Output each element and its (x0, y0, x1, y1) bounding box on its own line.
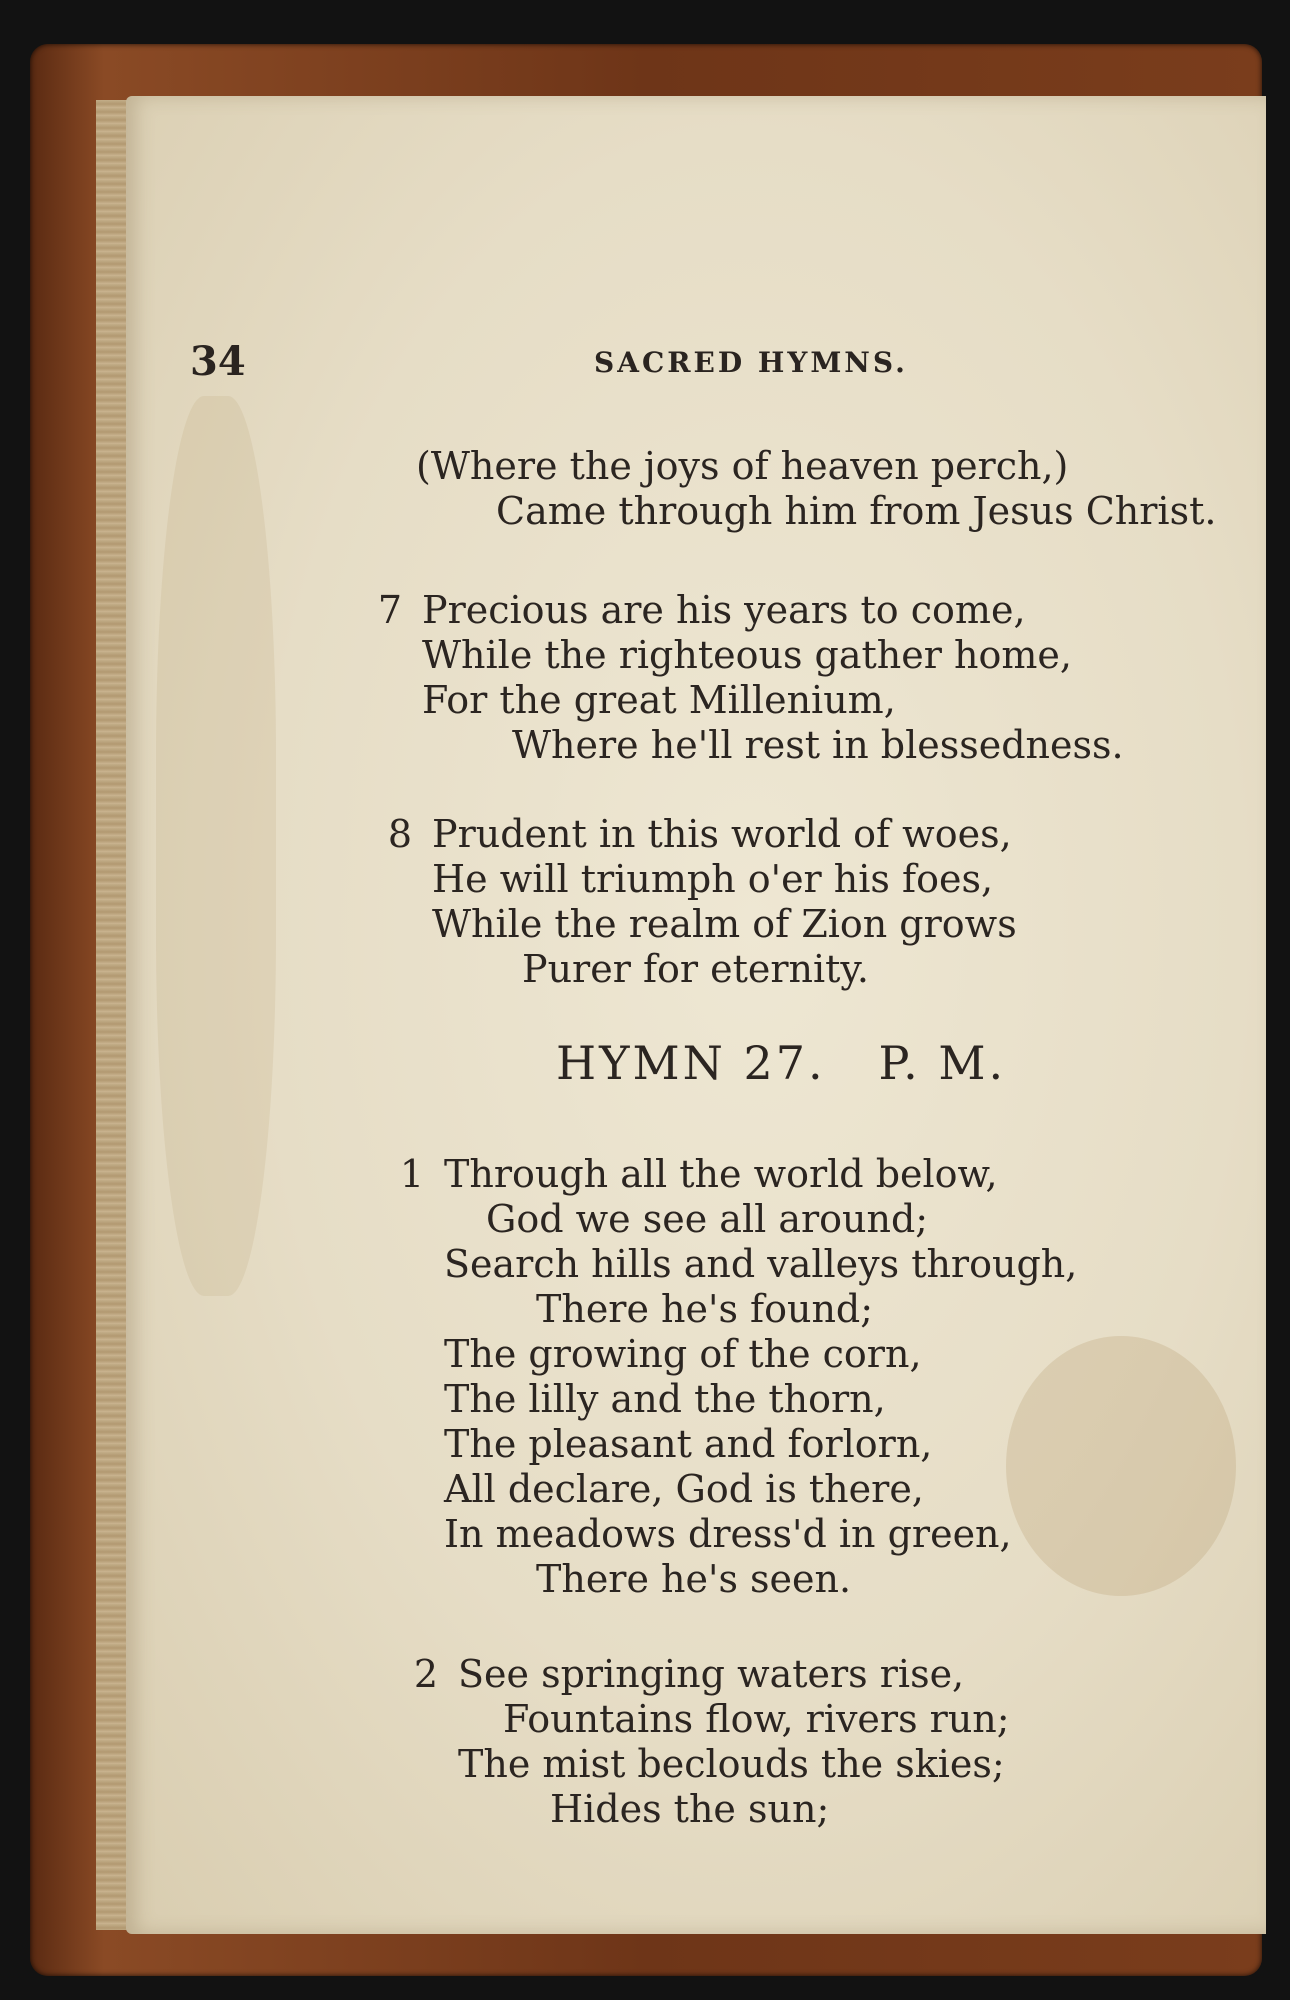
verse-line: The growing of the corn, (444, 1332, 922, 1376)
verse-line: Where he'll rest in blessedness. (512, 723, 1124, 767)
verse-7 (372, 588, 1124, 768)
verse-line: Purer for eternity. (522, 947, 869, 991)
verse-number: 8 (387, 812, 412, 856)
verse-8 (382, 812, 1017, 992)
verse-line: See springing waters rise, (458, 1652, 965, 1696)
hymn27-verse-1 (394, 1152, 1078, 1602)
verse-number: 2 (413, 1652, 438, 1696)
verse-line: There he's seen. (536, 1557, 852, 1601)
verse-line: Through all the world below, (444, 1152, 998, 1196)
running-head (190, 338, 1090, 398)
continuation-lines (416, 444, 1216, 534)
verse-line: While the realm of Zion grows (432, 902, 1017, 946)
verse-line: (Where the joys of heaven perch,) (416, 444, 1069, 488)
running-title: SACRED HYMNS. (594, 346, 908, 379)
page-number: 34 (190, 338, 246, 385)
verse-line: The pleasant and forlorn, (444, 1422, 933, 1466)
verse-line: Fountains flow, rivers run; (503, 1697, 1010, 1741)
verse-line: Came through him from Jesus Christ. (496, 489, 1217, 533)
verse-line: Prudent in this world of woes, (432, 812, 1012, 856)
verse-line: For the great Millenium, (422, 678, 896, 722)
hymn-title: HYMN 27. P. M. (556, 1036, 1007, 1090)
verse-line: He will triumph o'er his foes, (432, 857, 994, 901)
paper-stain (156, 396, 276, 1296)
verse-line: While the righteous gather home, (422, 633, 1072, 677)
hymn27-verse-2 (408, 1652, 1010, 1832)
verse-number: 7 (377, 588, 402, 632)
verse-line: Search hills and valleys through, (444, 1242, 1078, 1286)
verse-line: The lilly and the thorn, (444, 1377, 886, 1421)
verse-line: The mist beclouds the skies; (458, 1742, 1005, 1786)
verse-line: Precious are his years to come, (422, 588, 1026, 632)
verse-number: 1 (399, 1152, 424, 1196)
verse-line: All declare, God is there, (444, 1467, 924, 1511)
verse-line: There he's found; (536, 1287, 874, 1331)
verse-line: God we see all around; (486, 1197, 929, 1241)
verse-line: Hides the sun; (550, 1787, 830, 1831)
verse-line: In meadows dress'd in green, (444, 1512, 1012, 1556)
